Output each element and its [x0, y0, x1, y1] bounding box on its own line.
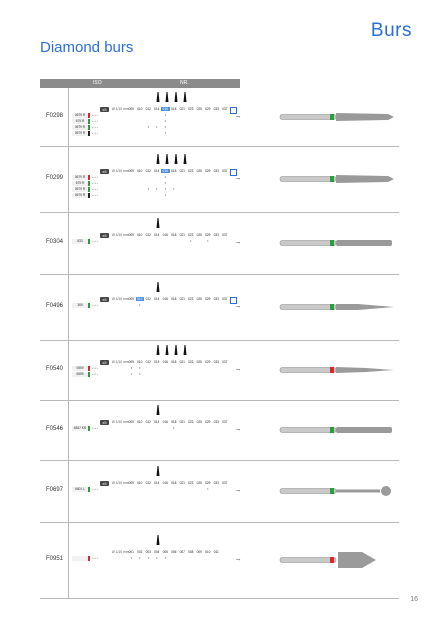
size-cell: 004 — [154, 550, 160, 554]
bur-silhouette-icon — [156, 344, 160, 356]
note-checkbox-icon — [230, 169, 237, 176]
bur-silhouette-icon — [156, 91, 160, 103]
bur-silhouette-icon — [156, 281, 160, 293]
size-cell: 012 — [145, 233, 151, 237]
iso-diameter-label: Ø 1/10 mm — [112, 360, 129, 364]
bur-silhouette-icon — [156, 534, 160, 546]
cell: • — [147, 125, 149, 129]
size-cell: 037 — [222, 107, 228, 111]
bur-shape-icons — [118, 153, 208, 167]
size-cell: 009 — [128, 360, 134, 364]
cell: • — [139, 366, 141, 370]
sub-description: ▪ ▪ ▪ ▪ — [92, 373, 98, 376]
size-cell: 014 — [154, 107, 160, 111]
size-cell: 023 — [188, 360, 194, 364]
cell: • — [164, 113, 166, 117]
row-label: F0496 — [46, 303, 64, 309]
sub-cells — [127, 239, 229, 244]
cell: • — [130, 372, 132, 376]
speed-indicator: ⟶ — [236, 177, 241, 181]
row-label: F0304 — [46, 239, 64, 245]
size-cell: 012 — [145, 169, 151, 173]
sub-cells — [127, 181, 229, 186]
size-cell: 003 — [145, 550, 151, 554]
size-cell: 025 — [196, 481, 202, 485]
product-row — [40, 340, 399, 401]
size-cell: 018 — [171, 233, 177, 237]
bur-silhouette-icon — [165, 344, 169, 356]
note-checkbox-icon — [230, 297, 237, 304]
iso-header: ISO — [93, 80, 102, 86]
bur-silhouette-icon — [174, 344, 178, 356]
pack-badge: x5 — [100, 169, 109, 174]
brand-title: Burs — [370, 20, 412, 41]
sub-cells — [127, 366, 229, 371]
color-code-bar — [88, 303, 90, 308]
bur-silhouette-icon — [156, 465, 160, 477]
size-cell: 009 — [128, 481, 134, 485]
cell: • — [164, 181, 166, 185]
size-cell: 009 — [128, 297, 134, 301]
size-cell: 009 — [128, 420, 134, 424]
size-cell: 016 — [162, 107, 168, 111]
size-cell: 023 — [188, 233, 194, 237]
bur-shape-icons — [118, 534, 208, 548]
size-cell: 029 — [205, 169, 211, 173]
size-cell: 012 — [145, 360, 151, 364]
size-cell: 006 — [171, 550, 177, 554]
size-cell: 008 — [188, 550, 194, 554]
size-cell: 029 — [205, 233, 211, 237]
size-cell: 009 — [128, 233, 134, 237]
cell: • — [147, 556, 149, 560]
size-cell: 009 — [128, 169, 134, 173]
bur-silhouette-icon — [183, 91, 187, 103]
size-cell: 037 — [222, 169, 228, 173]
size-cell: 023 — [188, 107, 194, 111]
pack-badge: x5 — [100, 297, 109, 302]
sub-cells — [127, 487, 229, 492]
size-cell: 029 — [205, 107, 211, 111]
size-cell: 012 — [145, 481, 151, 485]
bur-silhouette-icon — [183, 153, 187, 165]
sub-code: 0679 R — [72, 113, 88, 118]
pack-badge: x5 — [100, 107, 109, 112]
size-cell: 009 — [196, 550, 202, 554]
cell: • — [190, 239, 192, 243]
cell: • — [156, 125, 158, 129]
sub-cells — [127, 303, 229, 308]
size-cell: 014 — [154, 481, 160, 485]
bur-silhouette-icon — [165, 91, 169, 103]
bur-silhouette-icon — [156, 404, 160, 416]
cell: • — [164, 119, 166, 123]
size-row — [127, 420, 229, 425]
size-cell: 025 — [196, 107, 202, 111]
size-cell: 037 — [222, 233, 228, 237]
size-cell: 012 — [145, 420, 151, 424]
sub-description: ▪ ▪ ▪ ▪ — [92, 114, 98, 117]
size-cell: 001 — [128, 550, 134, 554]
sub-cells — [127, 119, 229, 124]
size-cell: 025 — [196, 360, 202, 364]
cell: • — [164, 131, 166, 135]
bur-shape-icons — [118, 344, 208, 358]
cell: • — [156, 556, 158, 560]
product-row — [40, 522, 399, 599]
iso-diameter-label: Ø 1/10 mm — [112, 233, 129, 237]
size-cell: 007 — [179, 550, 185, 554]
color-code-bar — [88, 125, 90, 130]
size-cell: 010 — [137, 420, 143, 424]
product-row — [40, 146, 399, 213]
size-cell: 005 — [162, 550, 168, 554]
product-row — [40, 88, 399, 147]
size-row — [127, 107, 229, 112]
bur-silhouette-icon — [174, 91, 178, 103]
size-cell: 037 — [222, 360, 228, 364]
sub-code: 0679 R — [72, 131, 88, 136]
sub-description: ▪ ▪ ▪ ▪ — [92, 427, 98, 430]
sub-code: 0559 — [72, 366, 88, 371]
sub-description: ▪ ▪ ▪ ▪ — [92, 194, 98, 197]
size-cell: 009 — [128, 107, 134, 111]
sub-code: 679 R — [72, 181, 88, 186]
cell: • — [130, 556, 132, 560]
size-cell: 010 — [137, 360, 143, 364]
sub-description: ▪ ▪ ▪ ▪ — [92, 182, 98, 185]
row-label: F0951 — [46, 556, 64, 562]
color-code-bar — [88, 487, 90, 492]
bur-illustration — [278, 167, 398, 191]
cell: • — [139, 372, 141, 376]
pack-badge: x5 — [100, 420, 109, 425]
cell: • — [164, 175, 166, 179]
sub-description: ▪ ▪ ▪ ▪ — [92, 120, 98, 123]
speed-indicator: ⟶ — [236, 115, 241, 119]
size-cell: 016 — [162, 360, 168, 364]
row-label: F0540 — [46, 366, 64, 372]
color-code-bar — [88, 193, 90, 198]
size-cell: 018 — [171, 420, 177, 424]
color-code-bar — [88, 366, 90, 371]
bur-illustration — [278, 295, 398, 319]
size-cell: 025 — [196, 297, 202, 301]
size-cell: 023 — [188, 169, 194, 173]
sub-description: ▪ ▪ ▪ ▪ — [92, 132, 98, 135]
color-code-bar — [88, 131, 90, 136]
sub-code: 0679 R — [72, 175, 88, 180]
iso-diameter-label: Ø 1/10 mm — [112, 297, 129, 301]
speed-indicator: ⟶ — [236, 558, 241, 562]
iso-diameter-label: Ø 1/10 mm — [112, 481, 129, 485]
color-code-bar — [88, 187, 90, 192]
size-cell: 025 — [196, 420, 202, 424]
color-code-bar — [88, 113, 90, 118]
sub-description: ▪ ▪ ▪ ▪ — [92, 304, 98, 307]
size-cell: 029 — [205, 360, 211, 364]
sub-description: ▪ ▪ ▪ ▪ — [92, 126, 98, 129]
size-cell: 029 — [205, 420, 211, 424]
cell: • — [139, 303, 141, 307]
size-cell: 016 — [162, 169, 168, 173]
sub-code: 6847 KR — [73, 426, 87, 430]
cell: • — [130, 366, 132, 370]
product-row — [40, 274, 399, 341]
iso-diameter-label: Ø 1/10 mm — [112, 550, 129, 554]
bur-illustration — [278, 358, 398, 382]
iso-diameter-label: Ø 1/10 mm — [112, 169, 129, 173]
size-cell: 033 — [213, 481, 219, 485]
size-cell: 012 — [145, 107, 151, 111]
size-cell: 018 — [171, 169, 177, 173]
size-cell: 016 — [162, 297, 168, 301]
bur-shape-icons — [118, 465, 208, 479]
size-cell: 018 — [171, 107, 177, 111]
sub-cells — [127, 131, 229, 136]
sub-description: ▪ ▪ ▪ ▪ — [92, 176, 98, 179]
speed-indicator: ⟶ — [236, 305, 241, 309]
cell: • — [207, 487, 209, 491]
bur-silhouette-icon — [165, 153, 169, 165]
iso-diameter-label: Ø 1/10 mm — [112, 420, 129, 424]
pack-badge: x5 — [100, 360, 109, 365]
size-cell: 002 — [137, 550, 143, 554]
color-code-bar — [88, 239, 90, 244]
sub-description: ▪ ▪ ▪ ▪ — [92, 367, 98, 370]
size-row — [127, 169, 229, 174]
bur-shape-icons — [118, 217, 208, 231]
size-cell: 021 — [179, 297, 185, 301]
sub-cells — [127, 187, 229, 192]
size-cell: 021 — [179, 481, 185, 485]
size-cell: 018 — [171, 481, 177, 485]
row-label: F0697 — [46, 487, 64, 493]
color-code-bar — [88, 175, 90, 180]
bur-illustration — [278, 105, 398, 129]
size-cell: 018 — [171, 360, 177, 364]
size-cell: 037 — [222, 481, 228, 485]
color-code-bar — [88, 372, 90, 377]
size-cell: 033 — [213, 420, 219, 424]
sub-code — [72, 556, 88, 561]
cell: • — [147, 187, 149, 191]
cell: • — [173, 187, 175, 191]
size-cell: 014 — [154, 169, 160, 173]
size-cell: 025 — [196, 233, 202, 237]
page-title: Diamond burs — [40, 39, 134, 56]
size-cell: 014 — [154, 360, 160, 364]
size-cell: 033 — [213, 169, 219, 173]
size-cell: 014 — [154, 297, 160, 301]
cell: • — [173, 426, 175, 430]
size-cell: 023 — [188, 481, 194, 485]
sub-code: 833 — [72, 239, 88, 244]
cell: • — [156, 187, 158, 191]
sub-description: ▪ ▪ ▪ ▪ — [92, 240, 98, 243]
speed-indicator: ⟶ — [236, 368, 241, 372]
size-cell: 033 — [213, 297, 219, 301]
sub-cells — [127, 426, 229, 431]
product-row — [40, 460, 399, 523]
size-cell: 021 — [179, 420, 185, 424]
size-cell: 010 — [137, 169, 143, 173]
bur-illustration — [278, 479, 398, 503]
size-cell: 025 — [196, 169, 202, 173]
size-cell: 016 — [162, 481, 168, 485]
pack-badge: x5 — [100, 233, 109, 238]
size-row — [127, 550, 221, 555]
bur-shape-icons — [118, 281, 208, 295]
cell: • — [164, 187, 166, 191]
bur-shape-icons — [118, 404, 208, 418]
sub-code: 369 — [72, 303, 88, 308]
color-code-bar — [88, 181, 90, 186]
size-cell: 011 — [213, 550, 219, 554]
size-cell: 023 — [188, 420, 194, 424]
bur-shape-icons — [118, 91, 208, 105]
speed-indicator: ⟶ — [236, 241, 241, 245]
size-cell: 010 — [137, 297, 143, 301]
cell: • — [164, 125, 166, 129]
product-row — [40, 400, 399, 461]
size-cell: 033 — [213, 233, 219, 237]
sub-cells — [127, 125, 229, 130]
size-cell: 018 — [171, 297, 177, 301]
row-label: F0299 — [46, 175, 64, 181]
sub-code: 0679 R — [72, 187, 88, 192]
color-code-bar — [88, 556, 90, 561]
bur-silhouette-icon — [183, 344, 187, 356]
cell: • — [164, 193, 166, 197]
size-cell: 029 — [205, 481, 211, 485]
size-cell: 012 — [145, 297, 151, 301]
pack-badge: x5 — [100, 481, 109, 486]
sub-cells — [127, 175, 229, 180]
size-row — [127, 481, 229, 486]
size-cell: 010 — [205, 550, 211, 554]
sub-cells — [127, 193, 229, 198]
page-number: 16 — [410, 596, 418, 603]
size-cell: 029 — [205, 297, 211, 301]
nr-header: NR. — [180, 80, 189, 86]
size-cell: 016 — [162, 233, 168, 237]
size-cell: 037 — [222, 297, 228, 301]
speed-indicator: ⟶ — [236, 428, 241, 432]
size-cell: 021 — [179, 169, 185, 173]
sub-description: ▪ ▪ ▪ ▪ — [92, 188, 98, 191]
bur-illustration — [278, 418, 398, 442]
size-cell: 021 — [179, 360, 185, 364]
bur-illustration — [278, 548, 398, 572]
color-code-bar — [88, 119, 90, 124]
size-row — [127, 297, 229, 302]
table-header — [40, 79, 240, 88]
sub-description: ▪ ▪ ▪ ▪ — [92, 557, 98, 560]
size-cell: 033 — [213, 107, 219, 111]
speed-indicator: ⟶ — [236, 489, 241, 493]
size-cell: 010 — [137, 481, 143, 485]
cell: • — [207, 239, 209, 243]
bur-silhouette-icon — [156, 217, 160, 229]
color-code-bar — [88, 426, 90, 431]
size-cell: 033 — [213, 360, 219, 364]
size-cell: 021 — [179, 107, 185, 111]
sub-code: 0679 R — [72, 125, 88, 130]
bur-silhouette-icon — [156, 153, 160, 165]
row-label: F0546 — [46, 426, 64, 432]
sub-cells — [127, 372, 229, 377]
product-row — [40, 212, 399, 275]
size-cell: 037 — [222, 420, 228, 424]
size-cell: 010 — [137, 233, 143, 237]
bur-illustration — [278, 231, 398, 255]
sub-cells — [127, 556, 221, 561]
size-cell: 014 — [154, 420, 160, 424]
note-checkbox-icon — [230, 107, 237, 114]
cell: • — [139, 556, 141, 560]
iso-diameter-label: Ø 1/10 mm — [112, 107, 129, 111]
bur-silhouette-icon — [174, 153, 178, 165]
size-row — [127, 233, 229, 238]
sub-code: 6559 — [72, 372, 88, 377]
sub-description: ▪ ▪ ▪ ▪ — [92, 488, 98, 491]
sub-code: 0679 R — [72, 193, 88, 198]
size-cell: 010 — [137, 107, 143, 111]
row-label: F0298 — [46, 113, 64, 119]
sub-cells — [127, 113, 229, 118]
cell: • — [164, 556, 166, 560]
sub-code: 6801 L — [72, 487, 88, 492]
sub-code: 679 R — [72, 119, 88, 124]
size-cell: 014 — [154, 233, 160, 237]
size-cell: 021 — [179, 233, 185, 237]
size-row — [127, 360, 229, 365]
size-cell: 023 — [188, 297, 194, 301]
size-cell: 016 — [162, 420, 168, 424]
